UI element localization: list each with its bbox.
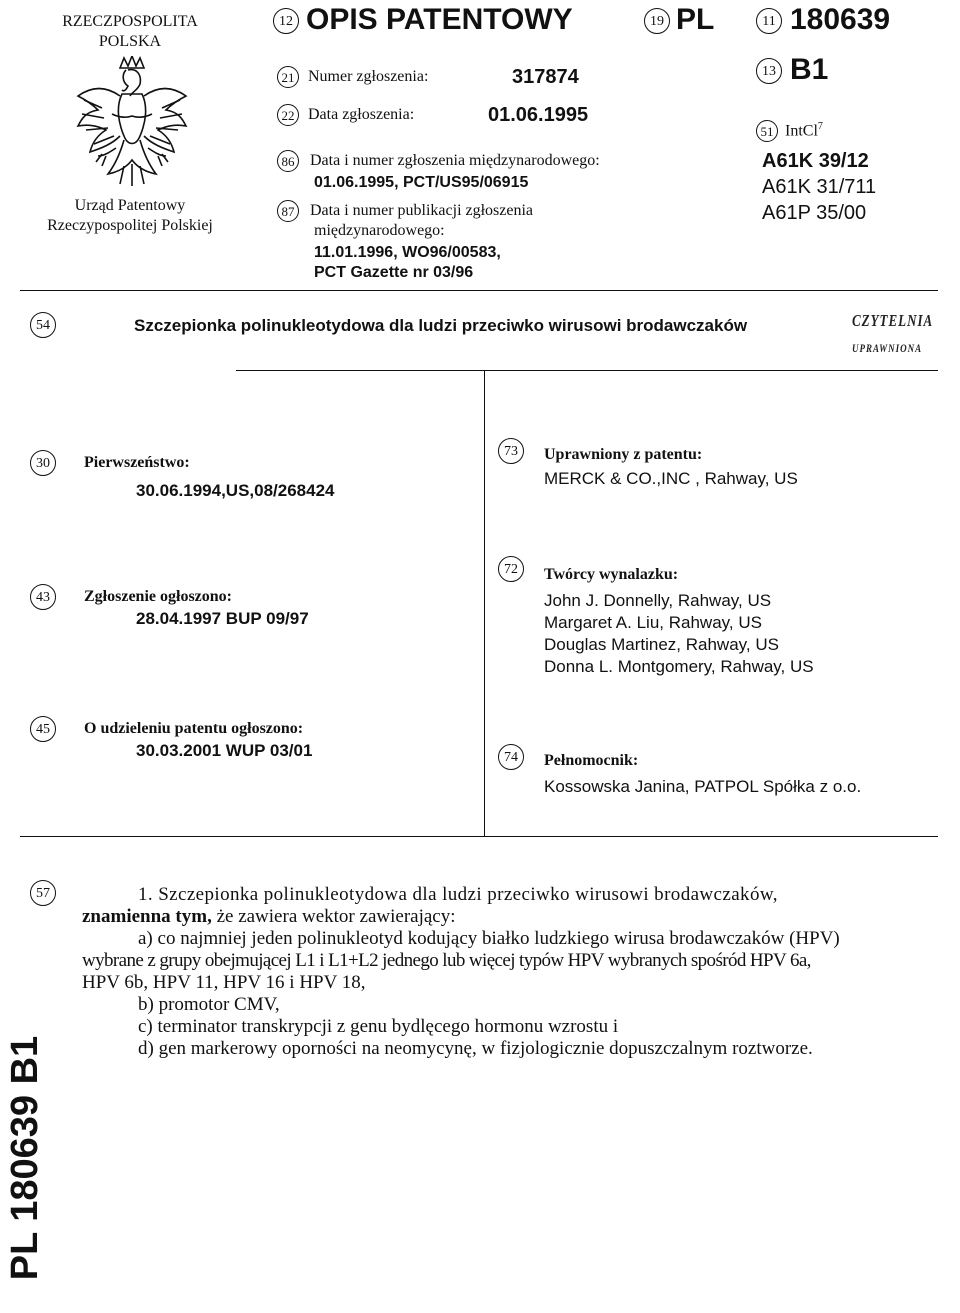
claim-line-5: HPV 6b, HPV 11, HPV 16 i HPV 18, — [82, 972, 366, 993]
inventor-1: John J. Donnelly, Rahway, US — [544, 591, 772, 610]
inid-code-12: 12 — [273, 8, 299, 34]
claim-line-3: a) co najmniej jeden polinukleotyd kodujący białko ludzkiego wirusa brodawczaków (HPV) — [138, 928, 840, 949]
title-bottom-rule — [236, 370, 938, 371]
inid-code-22: 22 — [277, 104, 299, 126]
classification-label — [785, 116, 823, 142]
inventor-4: Donna L. Montgomery, Rahway, US — [544, 657, 814, 676]
country-code: PL — [676, 3, 715, 36]
intl-publication-label-2: międzynarodowego: — [314, 222, 445, 239]
title-top-rule — [20, 290, 938, 291]
claims-block — [82, 884, 932, 1060]
priority-value: 30.06.1994,US,08/268424 — [136, 481, 335, 500]
country-name — [30, 12, 230, 52]
claim-characterizing-phrase: znamienna tym, — [82, 906, 212, 927]
application-published-value: 28.04.1997 BUP 09/97 — [136, 609, 309, 628]
intl-publication-value-1: 11.01.1996, WO96/00583, — [314, 244, 501, 261]
inid-code-43: 43 — [30, 584, 56, 610]
intl-application-value: 01.06.1995, PCT/US95/06915 — [314, 174, 529, 191]
classification-code-1: A61K 39/12 — [762, 150, 869, 172]
claim-line-2-rest: że zawiera wektor zawierający: — [211, 906, 456, 927]
inid-code-86: 86 — [277, 150, 299, 172]
inid-code-45: 45 — [30, 716, 56, 742]
application-number-label: Numer zgłoszenia: — [308, 68, 429, 85]
owner-label: Uprawniony z patentu: — [544, 446, 703, 463]
claim-line-6: b) promotor CMV, — [138, 994, 280, 1015]
filing-date-label: Data zgłoszenia: — [308, 106, 415, 123]
claims-top-rule — [20, 836, 938, 837]
country-line1: RZECZPOSPOLITA — [62, 13, 198, 30]
intl-publication-label-1: Data i numer publikacji zgłoszenia — [310, 202, 534, 219]
inventor-2: Margaret A. Liu, Rahway, US — [544, 613, 762, 632]
patent-office-name — [10, 196, 250, 236]
office-line2: Rzeczypospolitej Polskiej — [47, 217, 213, 234]
filing-date-value: 01.06.1995 — [488, 104, 589, 126]
intcl-version: 7 — [817, 121, 823, 132]
reading-room-stamp — [852, 312, 942, 356]
priority-label: Pierwszeństwo: — [84, 454, 190, 471]
inventor-3: Douglas Martinez, Rahway, US — [544, 635, 779, 654]
inid-code-72: 72 — [498, 556, 524, 582]
kind-code: B1 — [790, 53, 829, 86]
claim-line-7: c) terminator transkrypcji z genu bydlęcego hormonu wzrostu i — [138, 1016, 619, 1037]
inid-code-57: 57 — [30, 880, 56, 906]
owner-value: MERCK & CO.,INC , Rahway, US — [544, 469, 798, 488]
inid-code-21: 21 — [277, 66, 299, 88]
inid-code-30: 30 — [30, 450, 56, 476]
claim-line-4: wybrane z grupy obejmującej L1 i L1+L2 jednego lub więcej typów HPV wybranych spośród HPV 6a, — [82, 950, 811, 971]
inid-code-51: 51 — [756, 120, 778, 142]
claim-line-8: d) gen markerowy oporności na neomycynę, w fizjologicznie dopuszczalnym roztworze. — [138, 1038, 813, 1059]
intl-application-label: Data i numer zgłoszenia międzynarodowego: — [310, 152, 600, 169]
inid-code-13: 13 — [756, 58, 782, 84]
inid-code-87: 87 — [277, 200, 299, 222]
polish-eagle-emblem — [72, 56, 192, 192]
side-patent-label: PL 180639 B1 — [4, 1035, 46, 1281]
inid-code-11: 11 — [756, 8, 782, 34]
stamp-line1: CZYTELNIA — [852, 310, 934, 331]
stamp-line2: UPRAWNIONA — [852, 341, 923, 355]
application-number-value: 317874 — [512, 66, 579, 88]
grant-published-label: O udzieleniu patentu ogłoszono: — [84, 720, 304, 737]
intl-publication-value-2: PCT Gazette nr 03/96 — [314, 264, 474, 281]
intcl-text: IntCl — [785, 122, 818, 140]
grant-published-value: 30.03.2001 WUP 03/01 — [136, 741, 313, 760]
application-published-label: Zgłoszenie ogłoszono: — [84, 588, 232, 605]
attorney-label: Pełnomocnik: — [544, 752, 639, 769]
document-type: OPIS PATENTOWY — [306, 3, 573, 36]
office-line1: Urząd Patentowy — [74, 197, 186, 214]
inid-code-74: 74 — [498, 744, 524, 770]
claim-line-1: 1. Szczepionka polinukleotydowa dla ludzi przeciwko wirusowi brodawczaków, — [138, 884, 778, 905]
column-divider — [484, 371, 485, 836]
inventors-label: Twórcy wynalazku: — [544, 566, 679, 583]
inid-code-19: 19 — [644, 8, 670, 34]
patent-number: 180639 — [790, 3, 891, 36]
country-line2: POLSKA — [98, 33, 162, 50]
patent-title: Szczepionka polinukleotydowa dla ludzi przeciwko wirusowi brodawczaków — [134, 316, 748, 335]
claim-line-2 — [82, 906, 932, 928]
inid-code-73: 73 — [498, 438, 524, 464]
inid-code-54: 54 — [30, 312, 56, 338]
classification-code-2: A61K 31/711 — [762, 176, 877, 198]
classification-code-3: A61P 35/00 — [762, 202, 867, 224]
attorney-value: Kossowska Janina, PATPOL Spółka z o.o. — [544, 777, 862, 796]
